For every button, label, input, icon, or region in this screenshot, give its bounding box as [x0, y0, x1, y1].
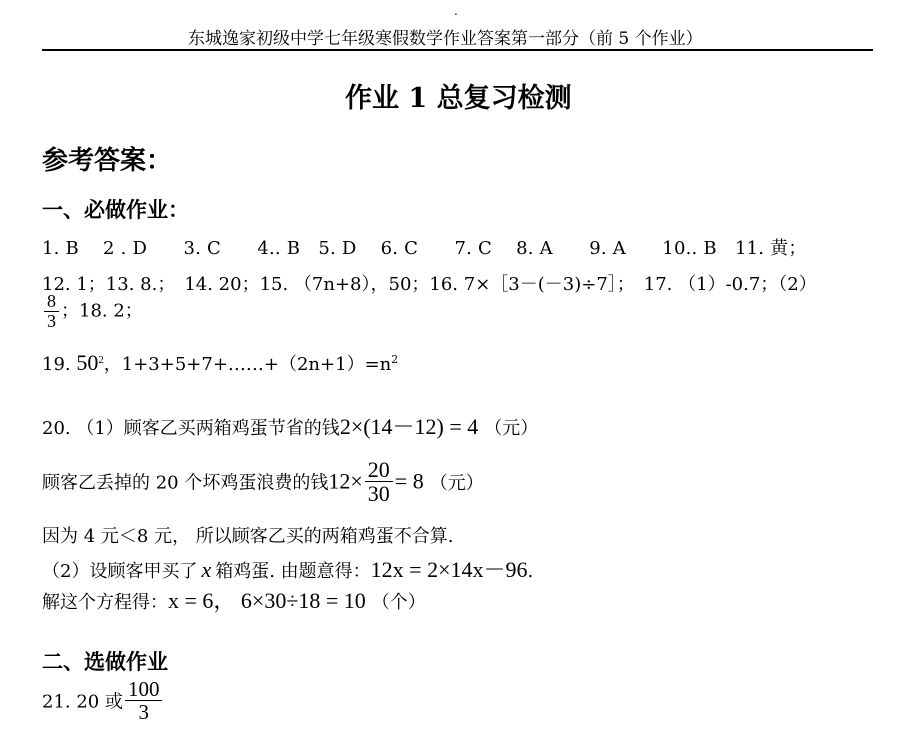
section2-heading: 二、选做作业 — [42, 649, 168, 674]
header-title: 东城逸家初级中学七年级寒假数学作业答案第一部分（前 5 个作业） — [188, 29, 703, 49]
q20-line-1 — [42, 410, 538, 441]
q20-line-5-unit: （个） — [371, 592, 426, 613]
fraction-numerator: 100 — [125, 678, 163, 701]
fraction-numerator: 8 — [44, 292, 59, 312]
q20-line-5-text: 解这个方程得： — [42, 592, 168, 613]
q19-prefix: 19. — [42, 354, 77, 375]
answers-line-3-tail: ；18. 2； — [61, 300, 143, 322]
q20-line-3: 因为 4 元＜8 元， 所以顾客乙买的两箱鸡蛋不合算. — [42, 526, 454, 547]
q20-line-4-text2: 箱鸡蛋. 由题意得： — [215, 561, 371, 582]
answers-line-3 — [42, 292, 143, 328]
q20-line-4-end: . — [527, 561, 534, 582]
q20-line-1-unit: （元） — [484, 418, 539, 439]
question-19 — [42, 350, 398, 376]
fraction-denominator: 3 — [138, 700, 149, 725]
section1-heading: 一、必做作业： — [42, 197, 189, 222]
fraction-100-3 — [125, 678, 163, 723]
answers-heading: 参考答案： — [42, 146, 173, 176]
q20-line-1-math: 2×(14－12) = 4 — [339, 414, 479, 439]
q21-text: 21. 20 或 — [42, 691, 123, 713]
q20-line-4-text: （2）设顾客甲买了 — [42, 561, 198, 582]
fraction-20-30 — [365, 458, 393, 505]
q20-line-5-math: x = 6， 6×30÷18 = 10 — [168, 588, 366, 613]
q19-exponent: 2 — [98, 354, 104, 366]
question-21 — [42, 678, 164, 723]
q19-sum: ，1+3+5+7+……+（2n+1）=n — [103, 354, 392, 375]
fraction-8-3 — [44, 292, 59, 328]
q20-line-2-unit: （元） — [429, 472, 484, 494]
q20-line-5 — [42, 584, 426, 615]
q20-line-4-var: x — [201, 557, 212, 582]
q20-line-2-text: 顾客乙丢掉的 20 个坏鸡蛋浪费的钱 — [42, 472, 329, 494]
fraction-denominator: 3 — [47, 310, 56, 328]
header-dot: . — [454, 4, 458, 18]
q20-line-4-math: 12x = 2×14x－96 — [370, 557, 528, 582]
q20-line-2-post: = 8 — [394, 468, 424, 494]
q20-line-2-pre: 12× — [328, 468, 363, 494]
q19-base: 50 — [76, 350, 99, 375]
q20-line-2 — [42, 458, 484, 505]
q19-exponent-2: 2 — [391, 353, 399, 366]
page-title: 作业 1 总复习检测 — [345, 83, 572, 114]
answers-line-1: 1. B 2 . D 3. C 4.. B 5. D 6. C 7. C 8. A 9. A 10.. B 11. 黄； — [42, 238, 807, 259]
answers-line-2: 12. 1；13. 8.； 14. 20；15. （7n+8），50；16. 7×［3－(－3)÷7］； 17. （1）-0.7；（2） — [42, 274, 817, 295]
header-rule — [42, 49, 873, 51]
fraction-numerator: 20 — [365, 458, 393, 482]
q20-line-4 — [42, 553, 533, 584]
fraction-denominator: 30 — [367, 481, 390, 507]
q20-line-1-text: 20. （1）顾客乙买两箱鸡蛋节省的钱 — [42, 418, 340, 439]
